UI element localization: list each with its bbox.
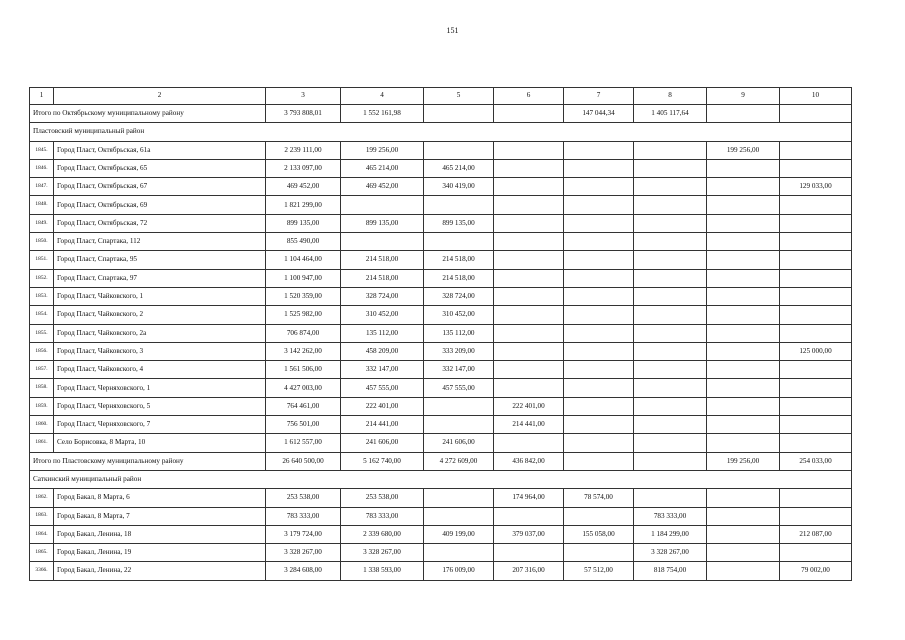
amount-cell bbox=[494, 361, 564, 379]
amount-cell bbox=[707, 434, 780, 452]
amount-cell: 214 441,00 bbox=[494, 416, 564, 434]
amount-cell bbox=[494, 159, 564, 177]
row-number: 1863. bbox=[30, 507, 54, 525]
table-row bbox=[30, 251, 852, 269]
address-cell: Город Пласт, Спартака, 112 bbox=[54, 233, 266, 251]
amount-cell: 1 184 299,00 bbox=[634, 525, 707, 543]
address-cell: Город Пласт, Спартака, 95 bbox=[54, 251, 266, 269]
amount-cell bbox=[424, 507, 494, 525]
amount-cell bbox=[564, 434, 634, 452]
amount-cell: 79 002,00 bbox=[780, 562, 852, 580]
address-cell: Село Борисовка, 8 Марта, 10 bbox=[54, 434, 266, 452]
table-row bbox=[30, 306, 852, 324]
amount-cell bbox=[634, 416, 707, 434]
column-number-cell: 2 bbox=[54, 88, 266, 105]
column-number-cell: 9 bbox=[707, 88, 780, 105]
row-number: 3366. bbox=[30, 562, 54, 580]
amount-cell bbox=[564, 196, 634, 214]
address-cell: Город Пласт, Октябрьская, 61а bbox=[54, 141, 266, 159]
amount-cell bbox=[634, 233, 707, 251]
amount-cell bbox=[780, 141, 852, 159]
address-cell: Город Бакал, Ленина, 19 bbox=[54, 544, 266, 562]
total-value-cell: 147 044,34 bbox=[564, 105, 634, 123]
total-value-cell bbox=[780, 105, 852, 123]
amount-cell: 1 338 593,00 bbox=[341, 562, 424, 580]
amount-cell bbox=[424, 397, 494, 415]
section-row bbox=[30, 470, 852, 488]
amount-cell: 125 000,00 bbox=[780, 342, 852, 360]
amount-cell bbox=[494, 544, 564, 562]
amount-cell: 409 199,00 bbox=[424, 525, 494, 543]
amount-cell bbox=[564, 287, 634, 305]
amount-cell: 57 512,00 bbox=[564, 562, 634, 580]
amount-cell: 199 256,00 bbox=[707, 141, 780, 159]
amount-cell: 3 328 267,00 bbox=[634, 544, 707, 562]
amount-cell bbox=[707, 324, 780, 342]
address-cell: Город Пласт, Спартака, 97 bbox=[54, 269, 266, 287]
address-cell: Город Пласт, Октябрьская, 72 bbox=[54, 214, 266, 232]
amount-cell bbox=[564, 306, 634, 324]
amount-cell: 458 209,00 bbox=[341, 342, 424, 360]
amount-cell: 469 452,00 bbox=[266, 178, 341, 196]
amount-cell: 706 874,00 bbox=[266, 324, 341, 342]
amount-cell bbox=[424, 196, 494, 214]
total-value-cell bbox=[707, 105, 780, 123]
amount-cell bbox=[494, 324, 564, 342]
amount-cell bbox=[494, 141, 564, 159]
row-number: 1856. bbox=[30, 342, 54, 360]
amount-cell: 222 401,00 bbox=[341, 397, 424, 415]
total-value-cell: 3 793 808,01 bbox=[266, 105, 341, 123]
amount-cell bbox=[707, 342, 780, 360]
amount-cell bbox=[634, 489, 707, 507]
address-cell: Город Пласт, Чайковского, 2а bbox=[54, 324, 266, 342]
amount-cell: 3 328 267,00 bbox=[266, 544, 341, 562]
page-number: 151 bbox=[446, 26, 459, 35]
amount-cell bbox=[707, 507, 780, 525]
amount-cell bbox=[780, 159, 852, 177]
amount-cell: 1 821 299,00 bbox=[266, 196, 341, 214]
amount-cell: 135 112,00 bbox=[424, 324, 494, 342]
amount-cell: 174 964,00 bbox=[494, 489, 564, 507]
amount-cell: 818 754,00 bbox=[634, 562, 707, 580]
amount-cell bbox=[634, 159, 707, 177]
amount-cell bbox=[780, 434, 852, 452]
address-cell: Город Бакал, 8 Марта, 6 bbox=[54, 489, 266, 507]
amount-cell bbox=[564, 214, 634, 232]
amount-cell bbox=[424, 233, 494, 251]
amount-cell bbox=[634, 214, 707, 232]
amount-cell bbox=[341, 196, 424, 214]
amount-cell bbox=[780, 416, 852, 434]
row-number: 1865. bbox=[30, 544, 54, 562]
table-row bbox=[30, 525, 852, 543]
amount-cell bbox=[780, 196, 852, 214]
amount-cell bbox=[780, 507, 852, 525]
column-number-cell: 5 bbox=[424, 88, 494, 105]
amount-cell bbox=[707, 178, 780, 196]
address-cell: Город Пласт, Черняховского, 5 bbox=[54, 397, 266, 415]
amount-cell bbox=[564, 397, 634, 415]
row-number: 1853. bbox=[30, 287, 54, 305]
total-value-cell: 26 640 500,00 bbox=[266, 452, 341, 470]
amount-cell: 199 256,00 bbox=[341, 141, 424, 159]
amount-cell: 78 574,00 bbox=[564, 489, 634, 507]
amount-cell bbox=[564, 342, 634, 360]
amount-cell bbox=[634, 397, 707, 415]
total-value-cell bbox=[494, 105, 564, 123]
amount-cell bbox=[564, 507, 634, 525]
amount-cell bbox=[780, 233, 852, 251]
amount-cell bbox=[707, 233, 780, 251]
amount-cell bbox=[494, 287, 564, 305]
amount-cell bbox=[494, 251, 564, 269]
row-number: 1848. bbox=[30, 196, 54, 214]
column-number-cell: 8 bbox=[634, 88, 707, 105]
table-row bbox=[30, 507, 852, 525]
amount-cell bbox=[494, 214, 564, 232]
amount-cell bbox=[780, 361, 852, 379]
column-number-cell: 4 bbox=[341, 88, 424, 105]
amount-cell bbox=[564, 544, 634, 562]
amount-cell: 241 606,00 bbox=[424, 434, 494, 452]
amount-cell bbox=[707, 489, 780, 507]
amount-cell: 1 520 359,00 bbox=[266, 287, 341, 305]
amount-cell bbox=[634, 306, 707, 324]
amount-cell bbox=[707, 269, 780, 287]
row-number: 1846. bbox=[30, 159, 54, 177]
column-number-row bbox=[30, 88, 852, 105]
amount-cell bbox=[707, 196, 780, 214]
amount-cell: 214 518,00 bbox=[341, 251, 424, 269]
amount-cell: 1 525 982,00 bbox=[266, 306, 341, 324]
amount-cell bbox=[707, 416, 780, 434]
row-number: 1855. bbox=[30, 324, 54, 342]
amount-cell bbox=[564, 416, 634, 434]
amount-cell bbox=[634, 379, 707, 397]
amount-cell bbox=[494, 507, 564, 525]
amount-cell: 1 104 464,00 bbox=[266, 251, 341, 269]
total-value-cell: 254 033,00 bbox=[780, 452, 852, 470]
amount-cell: 1 561 506,00 bbox=[266, 361, 341, 379]
amount-cell: 214 441,00 bbox=[341, 416, 424, 434]
register-table bbox=[29, 87, 852, 581]
total-value-cell: 4 272 609,00 bbox=[424, 452, 494, 470]
amount-cell: 214 518,00 bbox=[424, 269, 494, 287]
total-value-cell: 436 842,00 bbox=[494, 452, 564, 470]
amount-cell bbox=[707, 214, 780, 232]
amount-cell: 764 461,00 bbox=[266, 397, 341, 415]
amount-cell: 469 452,00 bbox=[341, 178, 424, 196]
row-number: 1857. bbox=[30, 361, 54, 379]
total-value-cell: 1 405 117,64 bbox=[634, 105, 707, 123]
amount-cell: 457 555,00 bbox=[341, 379, 424, 397]
table-row bbox=[30, 159, 852, 177]
amount-cell bbox=[780, 269, 852, 287]
table-row bbox=[30, 196, 852, 214]
amount-cell bbox=[634, 287, 707, 305]
table-row bbox=[30, 178, 852, 196]
section-title: Саткинский муниципальный район bbox=[30, 470, 852, 488]
total-value-cell bbox=[634, 452, 707, 470]
amount-cell: 332 147,00 bbox=[424, 361, 494, 379]
total-value-cell: 199 256,00 bbox=[707, 452, 780, 470]
amount-cell: 899 135,00 bbox=[424, 214, 494, 232]
amount-cell: 3 179 724,00 bbox=[266, 525, 341, 543]
amount-cell bbox=[564, 141, 634, 159]
amount-cell bbox=[494, 269, 564, 287]
total-value-cell: 5 162 740,00 bbox=[341, 452, 424, 470]
table-row bbox=[30, 324, 852, 342]
amount-cell bbox=[564, 159, 634, 177]
amount-cell: 3 142 262,00 bbox=[266, 342, 341, 360]
amount-cell bbox=[634, 178, 707, 196]
column-number-cell: 1 bbox=[30, 88, 54, 105]
amount-cell: 212 087,00 bbox=[780, 525, 852, 543]
amount-cell bbox=[707, 251, 780, 269]
address-cell: Город Пласт, Октябрьская, 69 bbox=[54, 196, 266, 214]
total-value-cell bbox=[424, 105, 494, 123]
table-row bbox=[30, 141, 852, 159]
amount-cell: 756 501,00 bbox=[266, 416, 341, 434]
amount-cell bbox=[424, 416, 494, 434]
row-number: 1862. bbox=[30, 489, 54, 507]
amount-cell: 310 452,00 bbox=[341, 306, 424, 324]
amount-cell: 379 037,00 bbox=[494, 525, 564, 543]
amount-cell bbox=[494, 434, 564, 452]
table-row bbox=[30, 562, 852, 580]
amount-cell bbox=[494, 233, 564, 251]
amount-cell: 3 284 608,00 bbox=[266, 562, 341, 580]
amount-cell bbox=[494, 196, 564, 214]
section-row bbox=[30, 123, 852, 141]
amount-cell bbox=[494, 306, 564, 324]
amount-cell bbox=[707, 159, 780, 177]
amount-cell: 328 724,00 bbox=[341, 287, 424, 305]
table-row bbox=[30, 416, 852, 434]
amount-cell: 214 518,00 bbox=[341, 269, 424, 287]
column-number-cell: 3 bbox=[266, 88, 341, 105]
amount-cell: 1 612 557,00 bbox=[266, 434, 341, 452]
amount-cell: 222 401,00 bbox=[494, 397, 564, 415]
table-row bbox=[30, 342, 852, 360]
address-cell: Город Пласт, Октябрьская, 67 bbox=[54, 178, 266, 196]
amount-cell bbox=[494, 178, 564, 196]
amount-cell bbox=[707, 544, 780, 562]
amount-cell bbox=[707, 562, 780, 580]
address-cell: Город Пласт, Чайковского, 2 bbox=[54, 306, 266, 324]
table-row bbox=[30, 397, 852, 415]
amount-cell bbox=[780, 214, 852, 232]
address-cell: Город Пласт, Черняховского, 1 bbox=[54, 379, 266, 397]
amount-cell bbox=[564, 379, 634, 397]
row-number: 1852. bbox=[30, 269, 54, 287]
amount-cell: 3 328 267,00 bbox=[341, 544, 424, 562]
amount-cell bbox=[780, 489, 852, 507]
address-cell: Город Бакал, Ленина, 22 bbox=[54, 562, 266, 580]
row-number: 1860. bbox=[30, 416, 54, 434]
amount-cell bbox=[494, 342, 564, 360]
address-cell: Город Пласт, Черняховского, 7 bbox=[54, 416, 266, 434]
amount-cell: 1 100 947,00 bbox=[266, 269, 341, 287]
amount-cell bbox=[780, 544, 852, 562]
total-label: Итого по Октябрьскому муниципальному району bbox=[30, 105, 266, 123]
amount-cell bbox=[780, 251, 852, 269]
amount-cell: 207 316,00 bbox=[494, 562, 564, 580]
row-number: 1850. bbox=[30, 233, 54, 251]
amount-cell bbox=[634, 269, 707, 287]
row-number: 1849. bbox=[30, 214, 54, 232]
amount-cell bbox=[564, 233, 634, 251]
amount-cell bbox=[634, 251, 707, 269]
address-cell: Город Бакал, 8 Марта, 7 bbox=[54, 507, 266, 525]
amount-cell bbox=[341, 233, 424, 251]
amount-cell bbox=[564, 178, 634, 196]
amount-cell bbox=[634, 196, 707, 214]
table-row bbox=[30, 489, 852, 507]
amount-cell: 465 214,00 bbox=[341, 159, 424, 177]
column-number-cell: 6 bbox=[494, 88, 564, 105]
amount-cell: 855 490,00 bbox=[266, 233, 341, 251]
amount-cell: 899 135,00 bbox=[341, 214, 424, 232]
amount-cell bbox=[564, 251, 634, 269]
total-label: Итого по Пластовскому муниципальному району bbox=[30, 452, 266, 470]
table-row bbox=[30, 379, 852, 397]
amount-cell: 176 009,00 bbox=[424, 562, 494, 580]
row-number: 1854. bbox=[30, 306, 54, 324]
amount-cell: 2 239 111,00 bbox=[266, 141, 341, 159]
amount-cell: 783 333,00 bbox=[341, 507, 424, 525]
amount-cell bbox=[780, 397, 852, 415]
amount-cell bbox=[494, 379, 564, 397]
row-number: 1861. bbox=[30, 434, 54, 452]
amount-cell: 2 133 097,00 bbox=[266, 159, 341, 177]
amount-cell bbox=[564, 324, 634, 342]
amount-cell: 2 339 680,00 bbox=[341, 525, 424, 543]
address-cell: Город Пласт, Октябрьская, 65 bbox=[54, 159, 266, 177]
amount-cell: 783 333,00 bbox=[266, 507, 341, 525]
column-number-cell: 10 bbox=[780, 88, 852, 105]
amount-cell bbox=[707, 397, 780, 415]
table-row bbox=[30, 233, 852, 251]
total-row bbox=[30, 452, 852, 470]
table-row bbox=[30, 361, 852, 379]
amount-cell: 899 135,00 bbox=[266, 214, 341, 232]
total-value-cell bbox=[564, 452, 634, 470]
amount-cell: 135 112,00 bbox=[341, 324, 424, 342]
amount-cell: 340 419,00 bbox=[424, 178, 494, 196]
amount-cell bbox=[424, 141, 494, 159]
amount-cell: 241 606,00 bbox=[341, 434, 424, 452]
amount-cell: 333 209,00 bbox=[424, 342, 494, 360]
amount-cell bbox=[634, 361, 707, 379]
row-number: 1845. bbox=[30, 141, 54, 159]
address-cell: Город Пласт, Чайковского, 1 bbox=[54, 287, 266, 305]
amount-cell: 465 214,00 bbox=[424, 159, 494, 177]
amount-cell bbox=[780, 287, 852, 305]
amount-cell: 310 452,00 bbox=[424, 306, 494, 324]
amount-cell bbox=[707, 287, 780, 305]
amount-cell bbox=[424, 489, 494, 507]
row-number: 1851. bbox=[30, 251, 54, 269]
amount-cell: 129 033,00 bbox=[780, 178, 852, 196]
amount-cell bbox=[634, 141, 707, 159]
amount-cell bbox=[707, 525, 780, 543]
amount-cell bbox=[564, 361, 634, 379]
table-row bbox=[30, 287, 852, 305]
total-row bbox=[30, 105, 852, 123]
amount-cell: 253 538,00 bbox=[341, 489, 424, 507]
amount-cell bbox=[634, 342, 707, 360]
amount-cell: 328 724,00 bbox=[424, 287, 494, 305]
table-row bbox=[30, 214, 852, 232]
amount-cell: 457 555,00 bbox=[424, 379, 494, 397]
address-cell: Город Бакал, Ленина, 18 bbox=[54, 525, 266, 543]
amount-cell: 253 538,00 bbox=[266, 489, 341, 507]
address-cell: Город Пласт, Чайковского, 3 bbox=[54, 342, 266, 360]
row-number: 1864. bbox=[30, 525, 54, 543]
amount-cell: 4 427 003,00 bbox=[266, 379, 341, 397]
amount-cell: 155 058,00 bbox=[564, 525, 634, 543]
amount-cell bbox=[634, 324, 707, 342]
row-number: 1858. bbox=[30, 379, 54, 397]
amount-cell bbox=[634, 434, 707, 452]
row-number: 1859. bbox=[30, 397, 54, 415]
column-number-cell: 7 bbox=[564, 88, 634, 105]
amount-cell bbox=[707, 361, 780, 379]
table-row bbox=[30, 269, 852, 287]
amount-cell: 332 147,00 bbox=[341, 361, 424, 379]
amount-cell bbox=[707, 379, 780, 397]
amount-cell bbox=[780, 306, 852, 324]
total-value-cell: 1 552 161,98 bbox=[341, 105, 424, 123]
section-title: Пластовский муниципальный район bbox=[30, 123, 852, 141]
address-cell: Город Пласт, Чайковского, 4 bbox=[54, 361, 266, 379]
amount-cell bbox=[424, 544, 494, 562]
amount-cell: 214 518,00 bbox=[424, 251, 494, 269]
amount-cell bbox=[780, 379, 852, 397]
amount-cell bbox=[707, 306, 780, 324]
table-row bbox=[30, 434, 852, 452]
amount-cell: 783 333,00 bbox=[634, 507, 707, 525]
table-row bbox=[30, 544, 852, 562]
row-number: 1847. bbox=[30, 178, 54, 196]
amount-cell bbox=[564, 269, 634, 287]
amount-cell bbox=[780, 324, 852, 342]
